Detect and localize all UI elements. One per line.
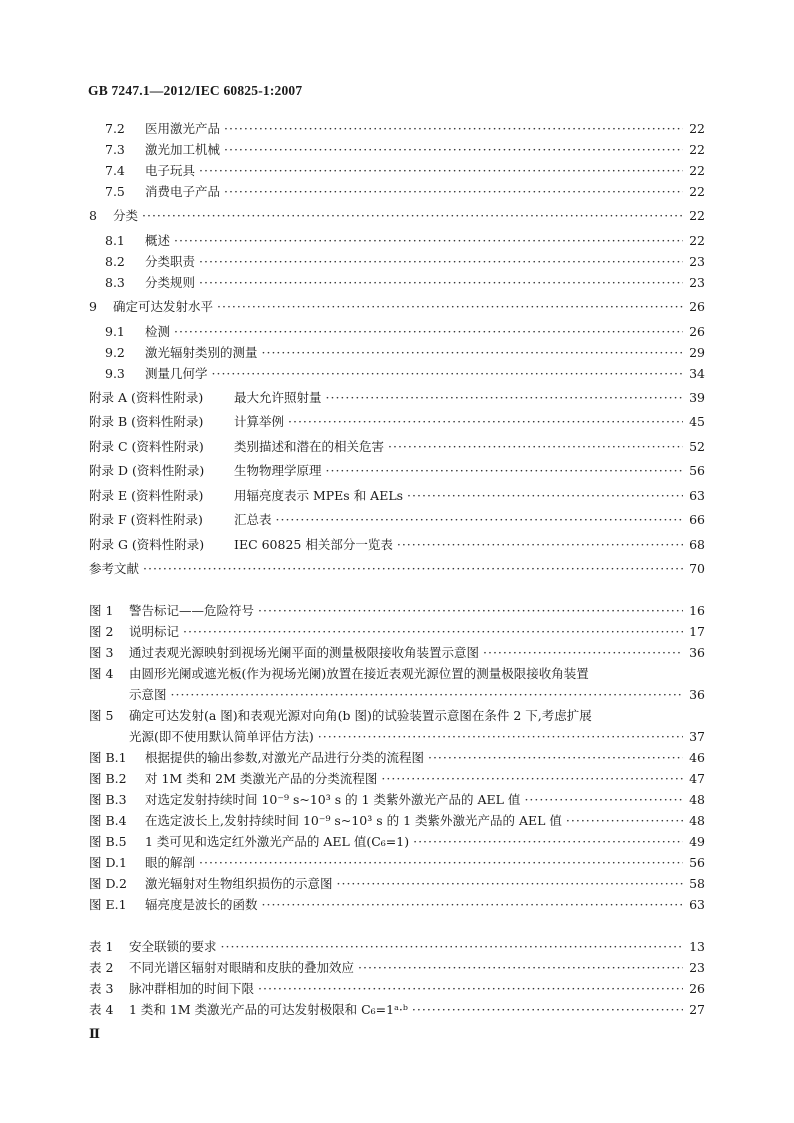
toc-entry[interactable] xyxy=(89,299,705,315)
toc-page: 56 xyxy=(689,855,705,870)
toc-page: 48 xyxy=(689,792,705,807)
toc-page: 29 xyxy=(689,345,705,360)
page-number: Ⅱ xyxy=(89,1026,100,1041)
toc-page: 47 xyxy=(689,771,705,786)
dot-leader xyxy=(412,1002,683,1018)
toc-title: 示意图 xyxy=(129,687,167,702)
toc-number: 表 1 xyxy=(89,939,114,954)
dot-leader xyxy=(143,561,683,577)
toc-entry[interactable] xyxy=(89,666,589,682)
toc-page: 36 xyxy=(689,645,705,660)
toc-page: 22 xyxy=(689,208,705,223)
dot-leader xyxy=(199,275,683,291)
toc-title: 分类职责 xyxy=(145,254,196,269)
toc-entry[interactable] xyxy=(89,708,592,724)
dot-leader xyxy=(388,439,683,455)
toc-entry[interactable] xyxy=(105,163,705,179)
dot-leader xyxy=(217,299,683,315)
toc-entry[interactable] xyxy=(89,561,705,577)
toc-number: 7.2 xyxy=(105,121,125,136)
dot-leader xyxy=(566,813,683,829)
toc-entry[interactable] xyxy=(89,624,705,640)
toc-title: 脉冲群相加的时间下限 xyxy=(129,981,255,996)
dot-leader xyxy=(224,142,683,158)
toc-page: 22 xyxy=(689,184,705,199)
toc-entry[interactable] xyxy=(105,233,705,249)
toc-entry[interactable] xyxy=(89,1002,705,1018)
toc-number: 9 xyxy=(89,299,97,314)
toc-entry[interactable] xyxy=(89,414,705,430)
toc-title: 最大允许照射量 xyxy=(234,390,322,405)
toc-entry[interactable] xyxy=(89,488,705,504)
toc-title: 参考文献 xyxy=(89,561,140,576)
toc-number: 表 4 xyxy=(89,1002,114,1017)
dot-leader xyxy=(326,390,683,406)
toc-entry[interactable] xyxy=(89,208,705,224)
toc-title: 根据提供的输出参数,对激光产品进行分类的流程图 xyxy=(145,750,424,765)
toc-page: 23 xyxy=(689,960,705,975)
toc-entry[interactable] xyxy=(89,813,705,829)
toc-title: IEC 60825 相关部分一览表 xyxy=(234,537,393,552)
toc-title: 安全联锁的要求 xyxy=(129,939,217,954)
toc-title: 检测 xyxy=(145,324,171,339)
toc-entry[interactable] xyxy=(105,275,705,291)
toc-page: 22 xyxy=(689,233,705,248)
toc-page: 63 xyxy=(689,897,705,912)
toc-entry[interactable] xyxy=(105,324,705,340)
dot-leader xyxy=(221,939,683,955)
toc-title: 对选定发射持续时间 10⁻⁹ s~10³ s 的 1 类紫外激光产品的 AEL 值 xyxy=(145,792,521,807)
toc-entry[interactable] xyxy=(89,645,705,661)
toc-number: 图 D.2 xyxy=(89,876,127,891)
toc-number: 9.2 xyxy=(105,345,125,360)
toc-entry[interactable] xyxy=(89,960,705,976)
toc-title: 激光辐射对生物组织损伤的示意图 xyxy=(145,876,333,891)
dot-leader xyxy=(381,771,683,787)
dot-leader xyxy=(358,960,683,976)
toc-number: 附录 F (资料性附录) xyxy=(89,512,203,527)
dot-leader xyxy=(258,981,683,997)
toc-number: 表 3 xyxy=(89,981,114,996)
toc-page: 23 xyxy=(689,254,705,269)
toc-title: 激光辐射类别的测量 xyxy=(145,345,258,360)
toc-title: 测量几何学 xyxy=(145,366,208,381)
toc-page: 26 xyxy=(689,324,705,339)
toc-entry[interactable] xyxy=(105,366,705,382)
dot-leader xyxy=(174,233,683,249)
dot-leader xyxy=(212,366,683,382)
dot-leader xyxy=(397,537,683,553)
toc-number: 图 5 xyxy=(89,708,114,723)
toc-page: 58 xyxy=(689,876,705,891)
toc-page: 22 xyxy=(689,163,705,178)
dot-leader xyxy=(288,414,683,430)
dot-leader xyxy=(428,750,683,766)
document-header: GB 7247.1—2012/IEC 60825-1:2007 xyxy=(88,83,303,98)
toc-number: 图 2 xyxy=(89,624,114,639)
toc-title: 确定可达发射水平 xyxy=(113,299,214,314)
toc-page: 52 xyxy=(689,439,705,454)
dot-leader xyxy=(326,463,683,479)
toc-entry[interactable] xyxy=(89,855,705,871)
toc-entry[interactable] xyxy=(89,792,705,808)
toc-page: 22 xyxy=(689,121,705,136)
toc-page: 68 xyxy=(689,537,705,552)
dot-leader xyxy=(483,645,683,661)
dot-leader xyxy=(318,729,683,745)
toc-number: 9.1 xyxy=(105,324,125,339)
toc-number: 图 B.2 xyxy=(89,771,127,786)
toc-title: 由圆形光阑或遮光板(作为视场光阑)放置在接近表观光源位置的测量极限接收角装置 xyxy=(129,666,589,681)
toc-title: 用辐亮度表示 MPEs 和 AELs xyxy=(234,488,404,503)
toc-title: 说明标记 xyxy=(129,624,180,639)
dot-leader xyxy=(337,876,683,892)
dot-leader xyxy=(183,624,683,640)
toc-number: 7.5 xyxy=(105,184,125,199)
toc-entry[interactable] xyxy=(105,142,705,158)
toc-number: 图 B.3 xyxy=(89,792,127,807)
toc-page: 26 xyxy=(689,299,705,314)
toc-number: 表 2 xyxy=(89,960,114,975)
toc-title: 分类规则 xyxy=(145,275,196,290)
toc-entry[interactable] xyxy=(105,345,705,361)
toc-entry[interactable] xyxy=(89,463,705,479)
toc-page: 37 xyxy=(689,729,705,744)
toc-title: 电子玩具 xyxy=(145,163,196,178)
toc-number: 附录 E (资料性附录) xyxy=(89,488,204,503)
dot-leader xyxy=(224,121,683,137)
dot-leader xyxy=(199,163,683,179)
toc-number: 9.3 xyxy=(105,366,125,381)
toc-page: 23 xyxy=(689,275,705,290)
toc-entry[interactable] xyxy=(89,439,705,455)
toc-title: 通过表观光源映射到视场光阑平面的测量极限接收角装置示意图 xyxy=(129,645,480,660)
toc-number: 8 xyxy=(89,208,97,223)
toc-title: 汇总表 xyxy=(234,512,272,527)
toc-number: 图 B.1 xyxy=(89,750,127,765)
toc-title: 辐亮度是波长的函数 xyxy=(145,897,258,912)
toc-entry[interactable] xyxy=(89,771,705,787)
toc-number: 附录 G (资料性附录) xyxy=(89,537,205,552)
toc-number: 图 D.1 xyxy=(89,855,127,870)
dot-leader xyxy=(224,184,683,200)
dot-leader xyxy=(407,488,683,504)
toc-entry[interactable] xyxy=(89,603,705,619)
toc-title: 医用激光产品 xyxy=(145,121,221,136)
dot-leader xyxy=(276,512,683,528)
toc-number: 图 B.5 xyxy=(89,834,127,849)
toc-page: 16 xyxy=(689,603,705,618)
toc-title: 消费电子产品 xyxy=(145,184,221,199)
toc-page: 56 xyxy=(689,463,705,478)
toc-entry[interactable] xyxy=(105,254,705,270)
dot-leader xyxy=(199,855,683,871)
toc-entry-continuation[interactable] xyxy=(129,687,705,703)
toc-title: 1 类和 1M 类激光产品的可达发射极限和 C₆=1ᵃ·ᵇ xyxy=(129,1002,408,1017)
toc-page: 34 xyxy=(689,366,705,381)
toc-title: 生物物理学原理 xyxy=(234,463,322,478)
toc-page: 39 xyxy=(689,390,705,405)
toc-number: 附录 C (资料性附录) xyxy=(89,439,204,454)
dot-leader xyxy=(262,897,683,913)
toc-entry-continuation[interactable] xyxy=(129,729,705,745)
dot-leader xyxy=(142,208,683,224)
toc-entry[interactable] xyxy=(89,750,705,766)
toc-page: 49 xyxy=(689,834,705,849)
dot-leader xyxy=(413,834,683,850)
dot-leader xyxy=(171,687,683,703)
toc-title: 眼的解剖 xyxy=(145,855,196,870)
toc-title: 对 1M 类和 2M 类激光产品的分类流程图 xyxy=(145,771,378,786)
toc-entry[interactable] xyxy=(105,184,705,200)
dot-leader xyxy=(258,603,683,619)
dot-leader xyxy=(174,324,683,340)
dot-leader xyxy=(199,254,683,270)
toc-page: 36 xyxy=(689,687,705,702)
toc-entry[interactable] xyxy=(105,121,705,137)
toc-page: 66 xyxy=(689,512,705,527)
toc-title: 分类 xyxy=(113,208,139,223)
toc-title: 光源(即不使用默认简单评估方法) xyxy=(129,729,314,744)
toc-number: 附录 D (资料性附录) xyxy=(89,463,205,478)
toc-number: 图 4 xyxy=(89,666,114,681)
toc-page: 17 xyxy=(689,624,705,639)
toc-entry[interactable] xyxy=(89,537,705,553)
toc-number: 7.4 xyxy=(105,163,125,178)
toc-title: 不同光谱区辐射对眼睛和皮肤的叠加效应 xyxy=(129,960,355,975)
toc-title: 激光加工机械 xyxy=(145,142,221,157)
toc-page: 13 xyxy=(689,939,705,954)
toc-page: 63 xyxy=(689,488,705,503)
toc-entry[interactable] xyxy=(89,981,705,997)
toc-entry[interactable] xyxy=(89,939,705,955)
dot-leader xyxy=(262,345,683,361)
toc-title: 类别描述和潜在的相关危害 xyxy=(234,439,385,454)
toc-number: 8.1 xyxy=(105,233,125,248)
toc-entry[interactable] xyxy=(89,876,705,892)
toc-page: 22 xyxy=(689,142,705,157)
toc-number: 图 E.1 xyxy=(89,897,127,912)
toc-page: 27 xyxy=(689,1002,705,1017)
toc-page: 46 xyxy=(689,750,705,765)
toc-entry[interactable] xyxy=(89,390,705,406)
toc-number: 8.3 xyxy=(105,275,125,290)
toc-title: 在选定波长上,发射持续时间 10⁻⁹ s~10³ s 的 1 类紫外激光产品的 AEL 值 xyxy=(145,813,562,828)
toc-entry[interactable] xyxy=(89,834,705,850)
toc-title: 警告标记——危险符号 xyxy=(129,603,255,618)
toc-number: 图 B.4 xyxy=(89,813,127,828)
toc-page: 70 xyxy=(689,561,705,576)
toc-number: 附录 A (资料性附录) xyxy=(89,390,204,405)
toc-title: 1 类可见和选定红外激光产品的 AEL 值(C₆=1) xyxy=(145,834,410,849)
toc-number: 附录 B (资料性附录) xyxy=(89,414,204,429)
toc-page: 26 xyxy=(689,981,705,996)
toc-entry[interactable] xyxy=(89,897,705,913)
toc-number: 8.2 xyxy=(105,254,125,269)
toc-title: 概述 xyxy=(145,233,171,248)
dot-leader xyxy=(524,792,683,808)
toc-entry[interactable] xyxy=(89,512,705,528)
toc-title: 计算举例 xyxy=(234,414,285,429)
toc-number: 图 1 xyxy=(89,603,114,618)
toc-page: 45 xyxy=(689,414,705,429)
toc-page: 48 xyxy=(689,813,705,828)
toc-number: 7.3 xyxy=(105,142,125,157)
toc-number: 图 3 xyxy=(89,645,114,660)
toc-title: 确定可达发射(a 图)和表观光源对向角(b 图)的试验装置示意图在条件 2 下,考虑扩展 xyxy=(129,708,592,723)
